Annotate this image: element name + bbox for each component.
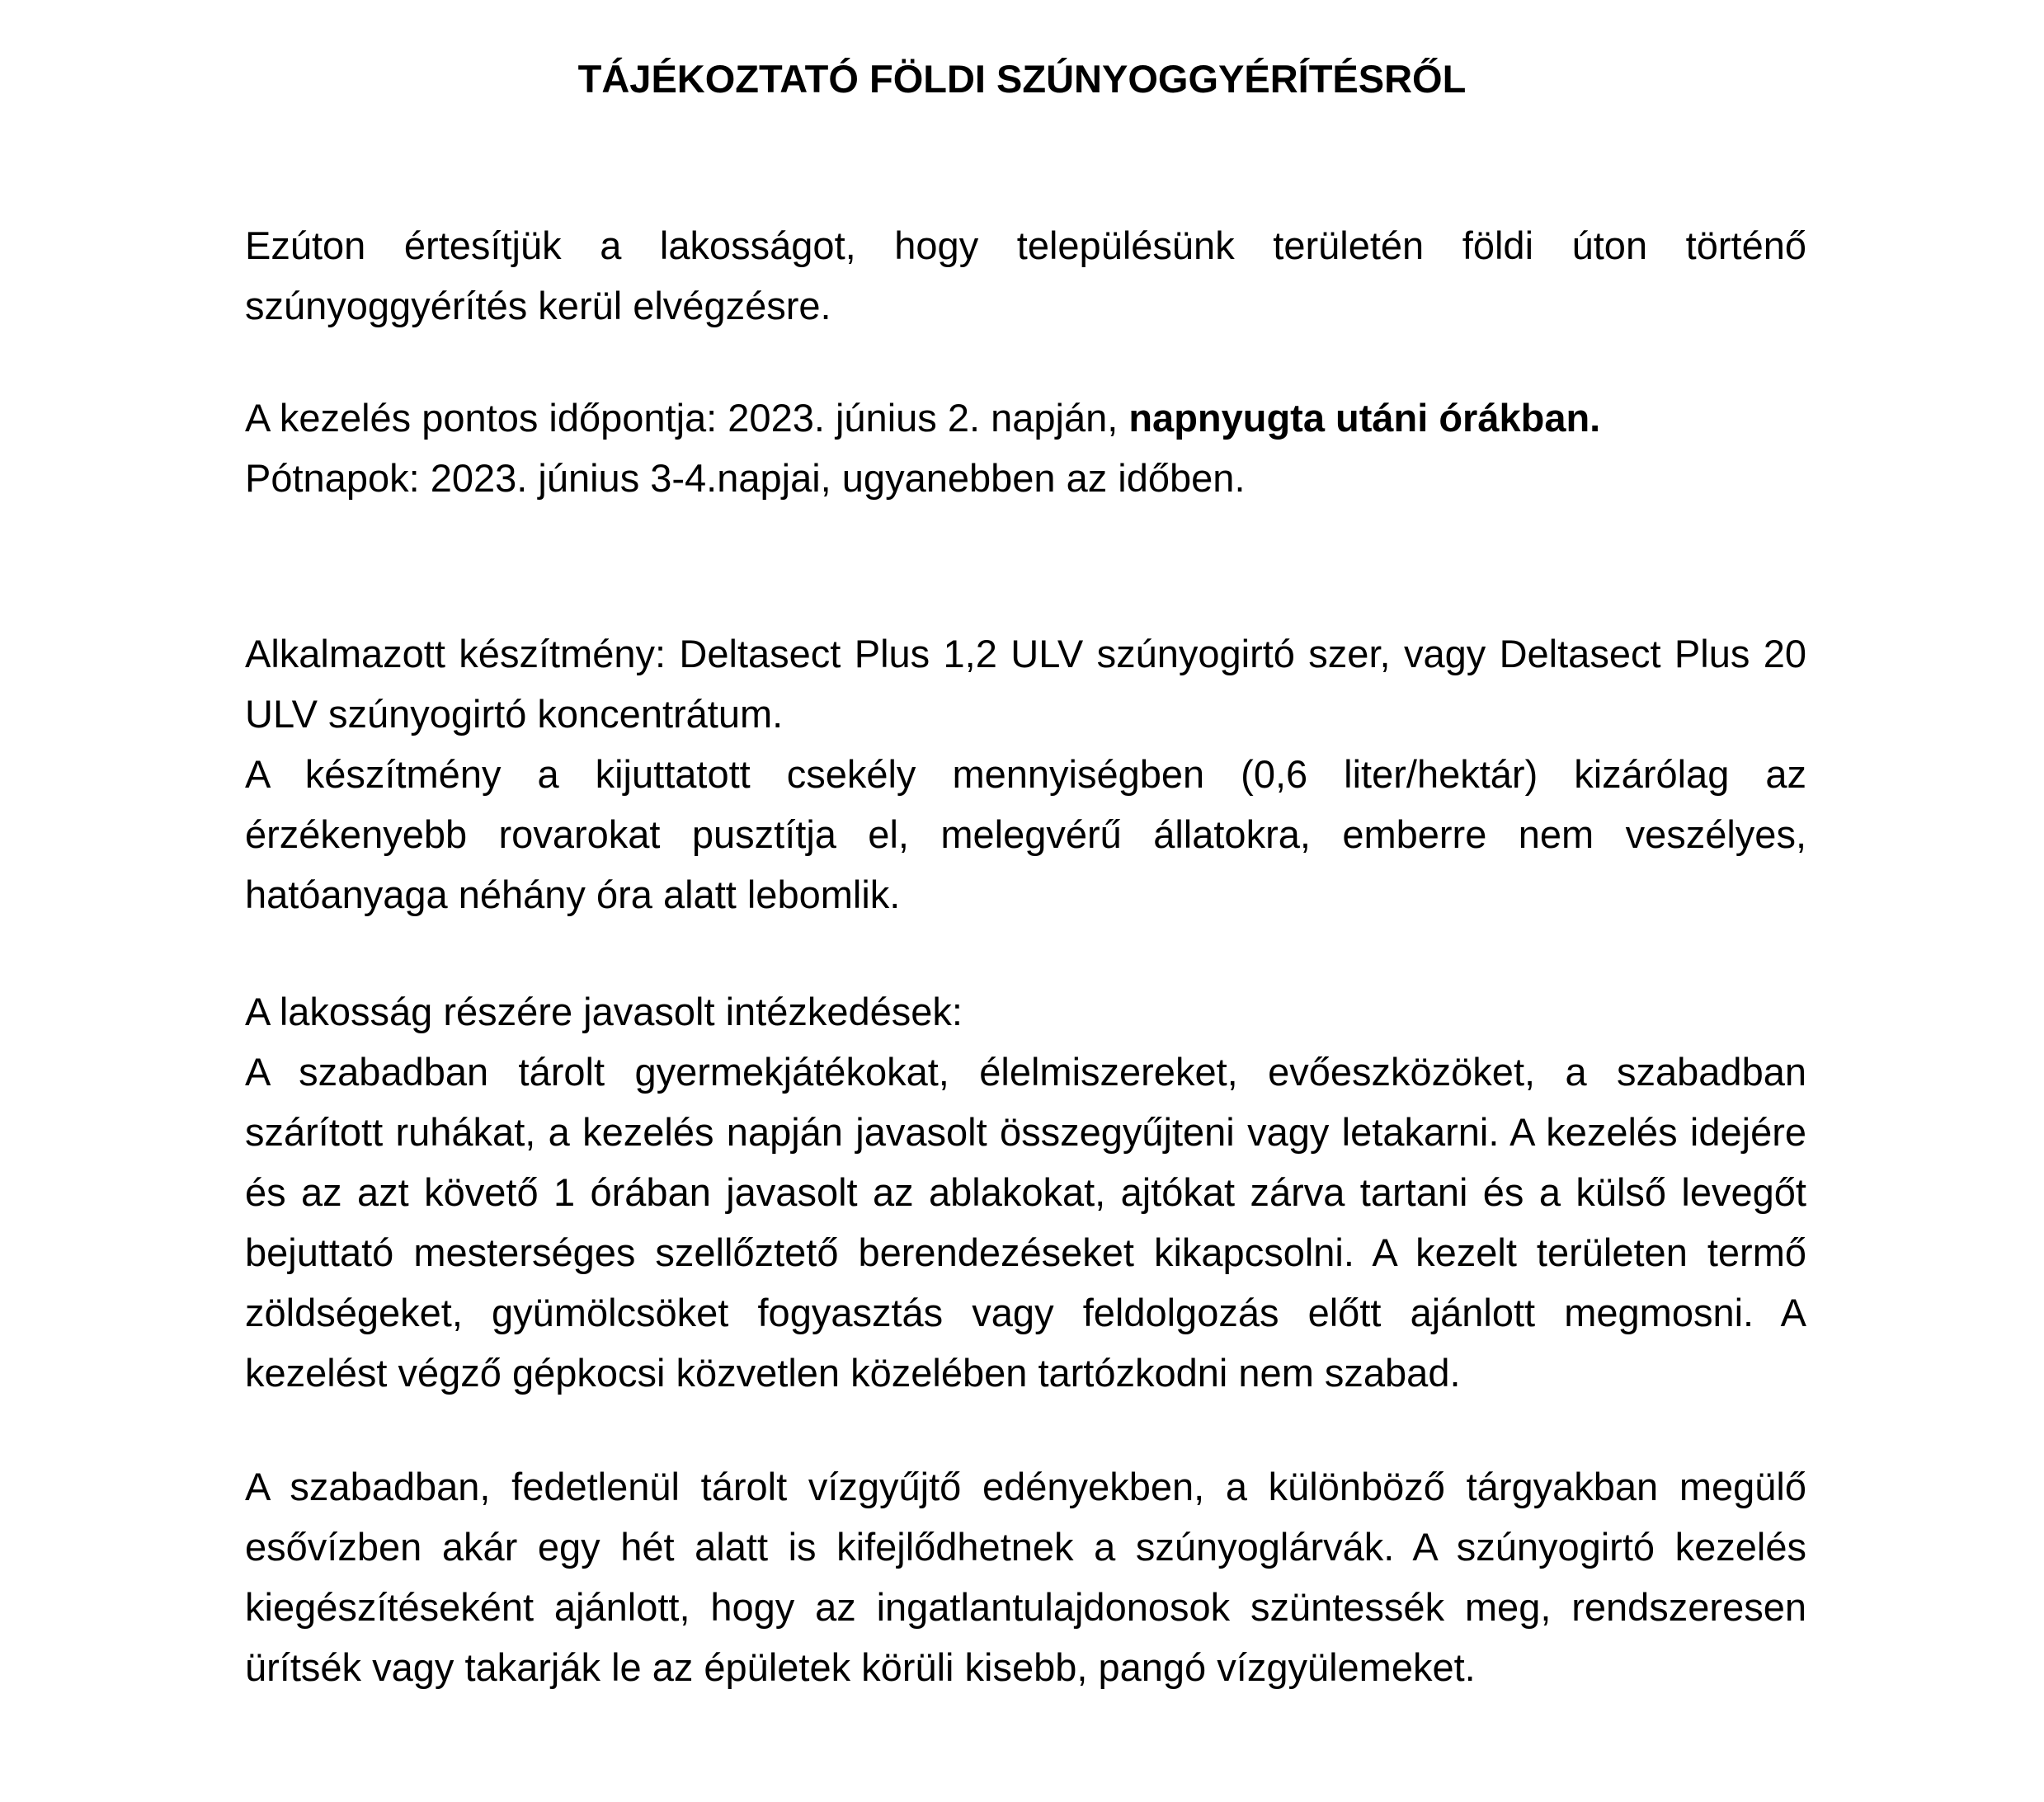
measures-paragraph: A szabadban tárolt gyermekjátékokat, élelmiszereket, evőeszközöket, a szabadban szárított ruhákat, a kezelés napján javasolt összegyűjteni vagy letakarni. A kezelés idejére és az azt követő 1 órában javasolt az ablakokat, ajtókat zárva tartani és a külső levegőt bejuttató mesterséges szellőztető berendezéseket kikapcsolni. A kezelt területen termő zöldségeket, gyümölcsöket fogyasztás vagy feldolgozás előtt ajánlott megmosni. A kezelést végző gépkocsi közvetlen közelében tartózkodni nem szabad. xyxy=(245,1050,1806,1395)
larvae-paragraph: A szabadban, fedetlenül tárolt vízgyűjtő edényekben, a különböző tárgyakban megülő esővízben akár egy hét alatt is kifejlődhetnek a szúnyoglárvák. A szúnyogirtó kezelés kiegészítéseként ajánlott, hogy az ingatlantulajdonosok szüntessék meg, rendszeresen ürítsék vagy takarják le az épületek körüli kisebb, pangó vízgyülemeket. xyxy=(245,1465,1806,1689)
schedule-block xyxy=(245,388,1806,508)
product-paragraph: Alkalmazott készítmény: Deltasect Plus 1,2 ULV szúnyogirtó szer, vagy Deltasect Plus 20 ULV szúnyogirtó koncentrátum. xyxy=(245,632,1806,736)
treatment-time-bold: napnyugta utáni órákban. xyxy=(1128,396,1601,440)
document-title: TÁJÉKOZTATÓ FÖLDI SZÚNYOGGYÉRÍTÉSRŐL xyxy=(577,57,1467,101)
treatment-time-text: A kezelés pontos időpontja: 2023. június 2. napján, xyxy=(245,396,1129,440)
safety-paragraph: A készítmény a kijuttatott csekély mennyiségben (0,6 liter/hektár) kizárólag az érzékenyebb rovarokat pusztítja el, melegvérű állatokra, emberre nem veszélyes, hatóanyaga néhány óra alatt lebomlik. xyxy=(245,752,1806,916)
treatment-time-line xyxy=(245,388,1806,448)
measures-heading: A lakosság részére javasolt intézkedések: xyxy=(245,990,963,1033)
backup-days-line: Pótnapok: 2023. június 3-4.napjai, ugyanebben az időben. xyxy=(245,456,1246,500)
intro-paragraph: Ezúton értesítjük a lakosságot, hogy településünk területén földi úton történő szúnyoggyérítés kerül elvégzésre. xyxy=(245,223,1806,327)
